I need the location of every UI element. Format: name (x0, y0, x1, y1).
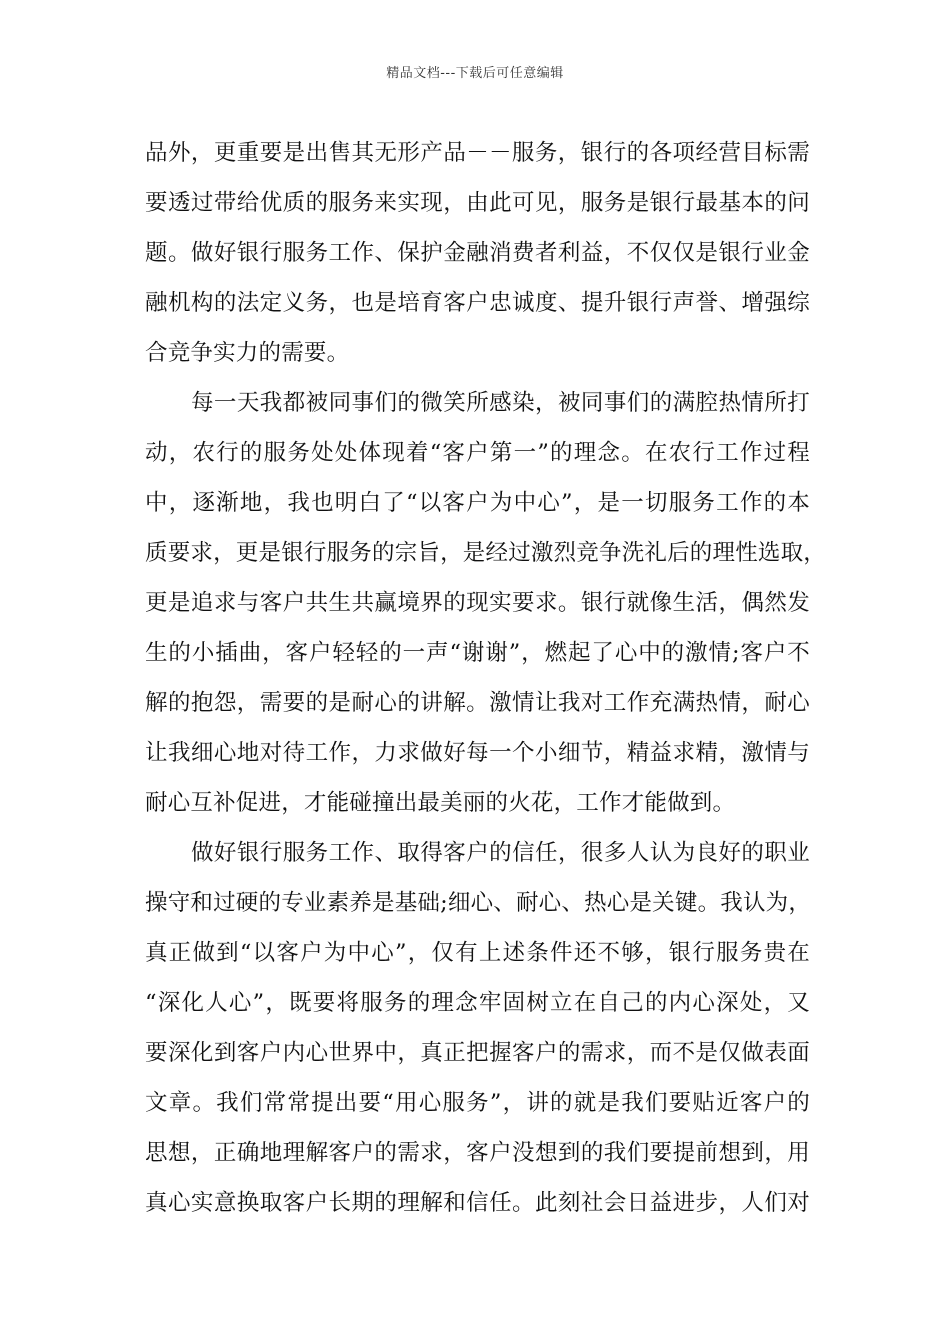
text-line: 操守和过硬的专业素养是基础;细心、耐心、热心是关键。我认为， (145, 890, 812, 916)
text-line: 文章。我们常常提出要“用心服务”，讲的就是我们要贴近客户的 (145, 1090, 810, 1116)
text-line: 中，逐渐地，我也明白了“以客户为中心”，是一切服务工作的本 (145, 490, 810, 516)
document-body (145, 128, 827, 1228)
text-line: “深化人心”，既要将服务的理念牢固树立在自己的内心深处，又 (145, 990, 810, 1016)
text-line: 更是追求与客户共生共赢境界的现实要求。银行就像生活，偶然发 (145, 590, 810, 616)
text-line: 品外，更重要是出售其无形产品－－服务，银行的各项经营目标需 (145, 140, 810, 166)
text-line: 动，农行的服务处处体现着“客户第一”的理念。在农行工作过程 (145, 440, 810, 466)
page-header: 精品文档---下载后可任意编辑 (386, 66, 564, 81)
text-line: 让我细心地对待工作，力求做好每一个小细节，精益求精，激情与 (145, 740, 810, 766)
paragraph-1 (145, 128, 810, 378)
text-line: 真心实意换取客户长期的理解和信任。此刻社会日益进步，人们对 (145, 1190, 810, 1216)
text-line: 耐心互补促进，才能碰撞出最美丽的火花，工作才能做到。 (145, 790, 736, 816)
text-line: 合竞争实力的需要。 (145, 340, 350, 366)
text-line: 生的小插曲，客户轻轻的一声“谢谢”，燃起了心中的激情;客户不 (145, 640, 810, 666)
text-line: 要深化到客户内心世界中，真正把握客户的需求，而不是仅做表面 (145, 1040, 810, 1066)
text-line: 要透过带给优质的服务来实现，由此可见，服务是银行最基本的问 (145, 190, 810, 216)
paragraph-3 (145, 828, 810, 1228)
paragraph-2 (145, 378, 827, 828)
text-line: 真正做到“以客户为中心”，仅有上述条件还不够，银行服务贵在 (145, 940, 810, 966)
text-line: 思想，正确地理解客户的需求，客户没想到的我们要提前想到，用 (145, 1140, 810, 1166)
text-line: 题。做好银行服务工作、保护金融消费者利益，不仅仅是银行业金 (145, 240, 810, 266)
text-line: 做好银行服务工作、取得客户的信任，很多人认为良好的职业 (191, 840, 810, 866)
text-line: 每一天我都被同事们的微笑所感染，被同事们的满腔热情所打 (191, 390, 810, 416)
text-line: 质要求，更是银行服务的宗旨，是经过激烈竞争洗礼后的理性选取， (145, 540, 827, 566)
text-line: 解的抱怨，需要的是耐心的讲解。激情让我对工作充满热情，耐心 (145, 690, 810, 716)
text-line: 融机构的法定义务，也是培育客户忠诚度、提升银行声誉、增强综 (145, 290, 810, 316)
